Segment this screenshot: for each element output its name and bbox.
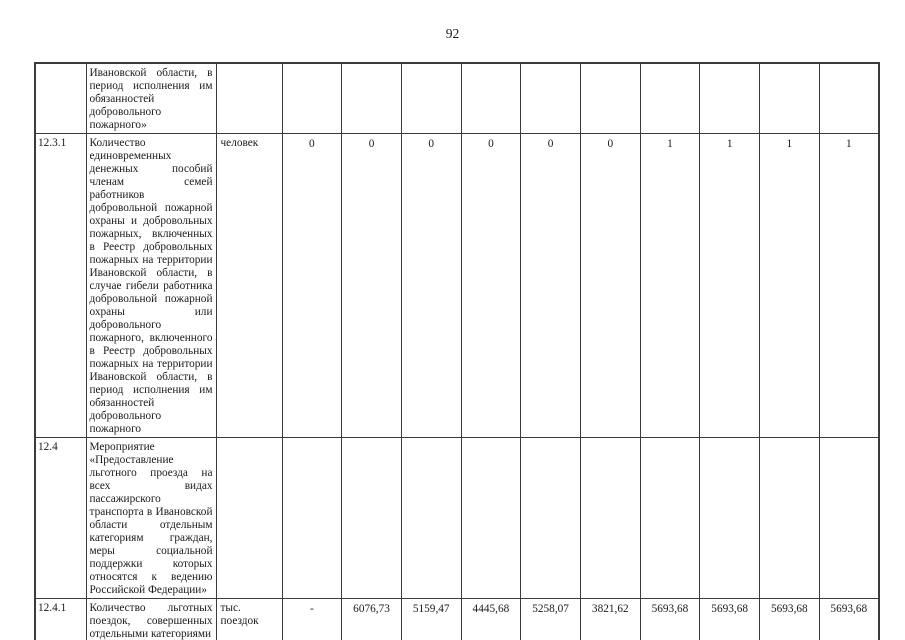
unit-cell: [216, 438, 282, 599]
program-indicators-table: [34, 62, 880, 640]
value-cell: 1: [819, 134, 879, 438]
value-cell: [700, 438, 760, 599]
table-row-12-3-1: [35, 134, 879, 438]
value-cell: 3821,62: [580, 599, 640, 640]
table-row-continuation: [35, 63, 879, 134]
unit-cell: тыс. поездок: [216, 599, 282, 640]
row-number-cell: 12.3.1: [35, 134, 86, 438]
row-number-cell: 12.4.1: [35, 599, 86, 640]
value-cell: 4445,68: [461, 599, 521, 640]
value-cell: 1: [640, 134, 700, 438]
value-cell: 5159,47: [401, 599, 461, 640]
table-row-12-4-1: [35, 599, 879, 640]
value-cell: [700, 63, 760, 134]
value-cell: 5693,68: [640, 599, 700, 640]
row-number-cell: 12.4: [35, 438, 86, 599]
value-cell: 5693,68: [760, 599, 820, 640]
value-cell: [461, 63, 521, 134]
value-cell: [819, 438, 879, 599]
row-number-cell: [35, 63, 86, 134]
value-cell: 0: [521, 134, 581, 438]
value-cell: 0: [342, 134, 402, 438]
value-cell: 1: [700, 134, 760, 438]
value-cell: [342, 63, 402, 134]
indicator-name-cell: Ивановской области, в период исполнения им обязанностей добровольного пожарного»: [86, 63, 216, 134]
value-cell: [580, 63, 640, 134]
value-cell: [401, 438, 461, 599]
value-cell: 5258,07: [521, 599, 581, 640]
page-number: 92: [445, 26, 460, 41]
value-cell: [760, 63, 820, 134]
value-cell: [461, 438, 521, 599]
value-cell: 0: [282, 134, 342, 438]
value-cell: 1: [760, 134, 820, 438]
value-cell: [640, 438, 700, 599]
value-cell: [282, 438, 342, 599]
indicator-name-cell: Количество льготных поездок, совершенных отдельными категориями: [86, 599, 216, 640]
value-cell: [819, 63, 879, 134]
value-cell: 0: [580, 134, 640, 438]
value-cell: [342, 438, 402, 599]
value-cell: 5693,68: [819, 599, 879, 640]
value-cell: -: [282, 599, 342, 640]
value-cell: [760, 438, 820, 599]
indicator-name-cell: Мероприятие «Предоставление льготного проезда на всех видах пассажирского транспорта в Ивановской области отдельным категориям граждан, меры социальной поддержки которых относятся к ведению Российской Федерации»: [86, 438, 216, 599]
value-cell: [521, 438, 581, 599]
value-cell: 5693,68: [700, 599, 760, 640]
value-cell: [401, 63, 461, 134]
value-cell: [580, 438, 640, 599]
unit-cell: человек: [216, 134, 282, 438]
indicator-name-cell: Количество единовременных денежных пособий членам семей работников добровольной пожарной охраны и добровольных пожарных, включенных в Реестр добровольных пожарных на территории Ивановской области, в случае гибели работника добровольной пожарной охраны или добровольного пожарного, включенного в Реестр добровольных пожарных на территории Ивановской области, в период исполнения им обязанностей добровольного пожарного: [86, 134, 216, 438]
unit-cell: [216, 63, 282, 134]
value-cell: 6076,73: [342, 599, 402, 640]
value-cell: [521, 63, 581, 134]
value-cell: [282, 63, 342, 134]
value-cell: [640, 63, 700, 134]
value-cell: 0: [401, 134, 461, 438]
value-cell: 0: [461, 134, 521, 438]
table-row-12-4: [35, 438, 879, 599]
